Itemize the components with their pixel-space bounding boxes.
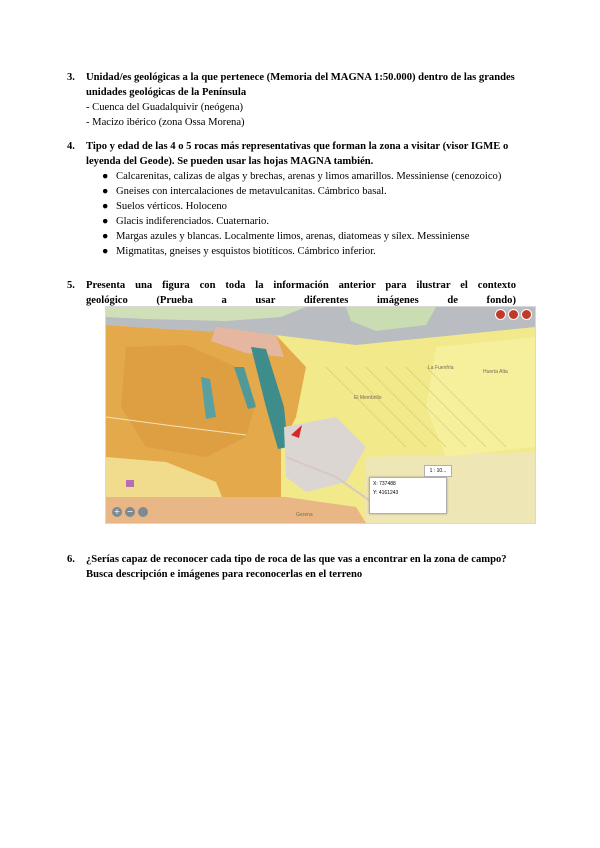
list-item: ● Suelos vérticos. Holoceno [102,201,227,212]
question-4 [67,139,516,259]
info-icon[interactable] [508,309,519,320]
map-label: La Fuenfría [428,365,454,371]
geological-map [106,307,535,523]
zoom-in-icon[interactable]: + [113,507,121,516]
measure-icon[interactable] [495,309,506,320]
home-icon[interactable] [138,507,148,517]
question-number: 6. [67,554,75,565]
question-3 [67,70,516,130]
map-label: El Membrillo [354,395,382,401]
zoom-out-icon[interactable]: − [126,507,134,516]
coordinate-popup [369,477,447,514]
question-title-line-1: Presenta una figura con toda la información anterior para ilustrar el contexto [86,280,516,291]
rock-list [86,169,516,259]
scale-box[interactable]: 1 : 10... [424,465,452,477]
map-controls-top [495,309,532,320]
question-title-line-2: geológico (Prueba a usar diferentes imágenes de fondo) [86,295,516,306]
list-item: ● Migmatitas, gneises y esquistos biotíticos. Cámbrico inferior. [102,246,376,257]
coordinate-x: X: 737488 [373,481,396,487]
list-item: ● Glacis indiferenciados. Cuaternario. [102,216,269,227]
question-number: 3. [67,72,75,83]
map-label: Huerta Alta [483,369,508,375]
question-title: Tipo y edad de las 4 o 5 rocas más representativas que forman la zona a visitar (visor IGME o leyenda del Geode). Se pueden usar las hojas MAGNA también. [86,141,509,167]
question-number: 4. [67,141,75,152]
list-item: ● Gneises con intercalaciones de metavulcanitas. Cámbrico basal. [102,186,387,197]
question-title: ¿Serías capaz de reconocer cada tipo de roca de las que vas a encontrar en la zona de campo? Busca descripción e imágenes para reconocerlas en el terreno [86,554,507,580]
list-item: ● Margas azules y blancas. Localmente limos, arenas, diatomeas y sílex. Messiniense [102,231,470,242]
question-6 [67,552,516,582]
map-label: Gerena [296,512,313,518]
map-controls-zoom [112,507,148,517]
list-item: ● Calcarenitas, calizas de algas y brechas, arenas y limos amarillos. Messiniense (cenozoico) [102,171,502,182]
geological-map-figure [105,306,536,524]
coordinate-y: Y: 4161243 [373,490,399,496]
question-title: Unidad/es geológicas a la que pertenece (Memoria del MAGNA 1:50.000) dentro de las grandes unidades geológicas de la Península [86,72,515,98]
question-5 [67,278,516,308]
layers-icon[interactable] [521,309,532,320]
answer-line-1: - Cuenca del Guadalquivir (neógena) [86,102,244,113]
answer-line-2: - Macizo ibérico (zona Ossa Morena) [86,117,245,128]
question-number: 5. [67,280,75,291]
